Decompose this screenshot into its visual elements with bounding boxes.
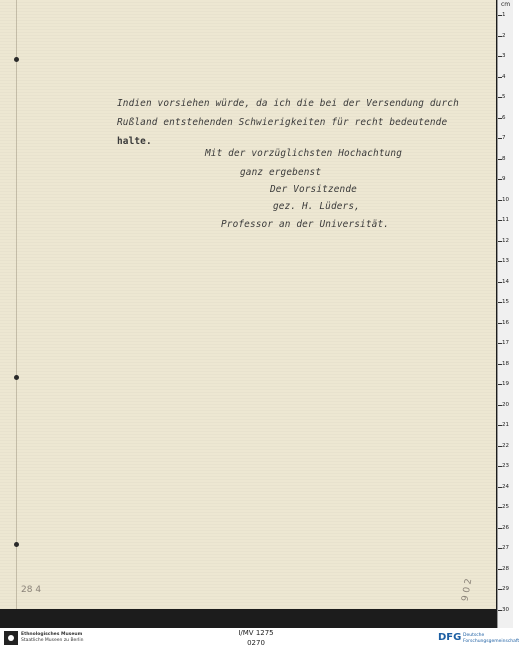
ruler-label: 11 (502, 217, 509, 223)
letter-text-line: halte. (117, 136, 152, 147)
punch-hole (14, 375, 19, 380)
ruler-label: 13 (502, 258, 509, 264)
ruler-label: 30 (502, 606, 509, 613)
museum-subtitle: Staatliche Museen zu Berlin (21, 638, 84, 643)
funder-name-line: Deutsche (463, 633, 485, 638)
signatory-position: Professor an der Universität. (221, 219, 390, 230)
ruler-label: 12 (502, 237, 509, 244)
ruler-label: 27 (502, 545, 509, 551)
ruler-label: 22 (502, 442, 509, 449)
letter-text-line: Indien vorsiehen würde, da ich die bei der Versendung durch (117, 98, 459, 109)
museum-name (21, 632, 96, 644)
ruler-label: 7 (502, 135, 506, 141)
ruler-label: 21 (502, 422, 509, 428)
ruler-unit: cm (501, 1, 511, 8)
ruler-label: 29 (502, 586, 509, 592)
ruler-label: 14 (502, 278, 509, 285)
signatory-title: Der Vorsitzende (270, 184, 357, 195)
ruler-label: 3 (502, 53, 506, 59)
ruler-label: 28 (502, 565, 509, 572)
museum-logo-icon (4, 631, 18, 645)
ruler-label: 23 (502, 463, 509, 469)
funder-name (463, 633, 519, 644)
ruler-label: 8 (502, 155, 506, 162)
letter-text-line: Rußland entstehenden Schwierigkeiten für recht bedeutende (117, 117, 448, 128)
closing-salutation: ganz ergebenst (240, 167, 322, 178)
punch-hole (14, 57, 19, 62)
signatory-name: gez. H. Lüders, (273, 201, 360, 212)
funder-name-line: Forschungsgemeinschaft (463, 638, 519, 644)
ruler-label: 15 (502, 299, 509, 305)
page-number: 0270 (247, 639, 265, 647)
ruler-label: 19 (502, 381, 509, 387)
ruler-label: 24 (502, 483, 509, 490)
shelfmark: I/MV 1275 (238, 629, 274, 637)
ruler-label: 10 (502, 196, 509, 203)
cm-ruler (497, 0, 513, 628)
ruler-label: 9 (502, 176, 506, 182)
ruler-label: 20 (502, 401, 509, 408)
ruler-label: 25 (502, 504, 509, 510)
pencil-annotation: 9 0 2 (460, 577, 475, 603)
pencil-annotation: 28 4 (21, 585, 42, 595)
ruler-label: 1 (502, 12, 506, 18)
ruler-label: 6 (502, 114, 506, 121)
ruler-label: 17 (502, 340, 509, 346)
ruler-label: 5 (502, 94, 506, 100)
fold-line (16, 0, 17, 609)
ruler-label: 16 (502, 319, 509, 326)
museum-title: Ethnologisches Museum (21, 632, 83, 637)
ruler-label: 4 (502, 73, 506, 80)
punch-hole (14, 542, 19, 547)
ruler-label: 18 (502, 360, 509, 367)
ruler-label: 26 (502, 524, 509, 531)
ruler-label: 2 (502, 32, 506, 39)
archive-footer (0, 628, 519, 649)
dfg-logo: DFG (438, 632, 462, 643)
closing-salutation: Mit der vorzüglichsten Hochachtung (205, 148, 403, 159)
